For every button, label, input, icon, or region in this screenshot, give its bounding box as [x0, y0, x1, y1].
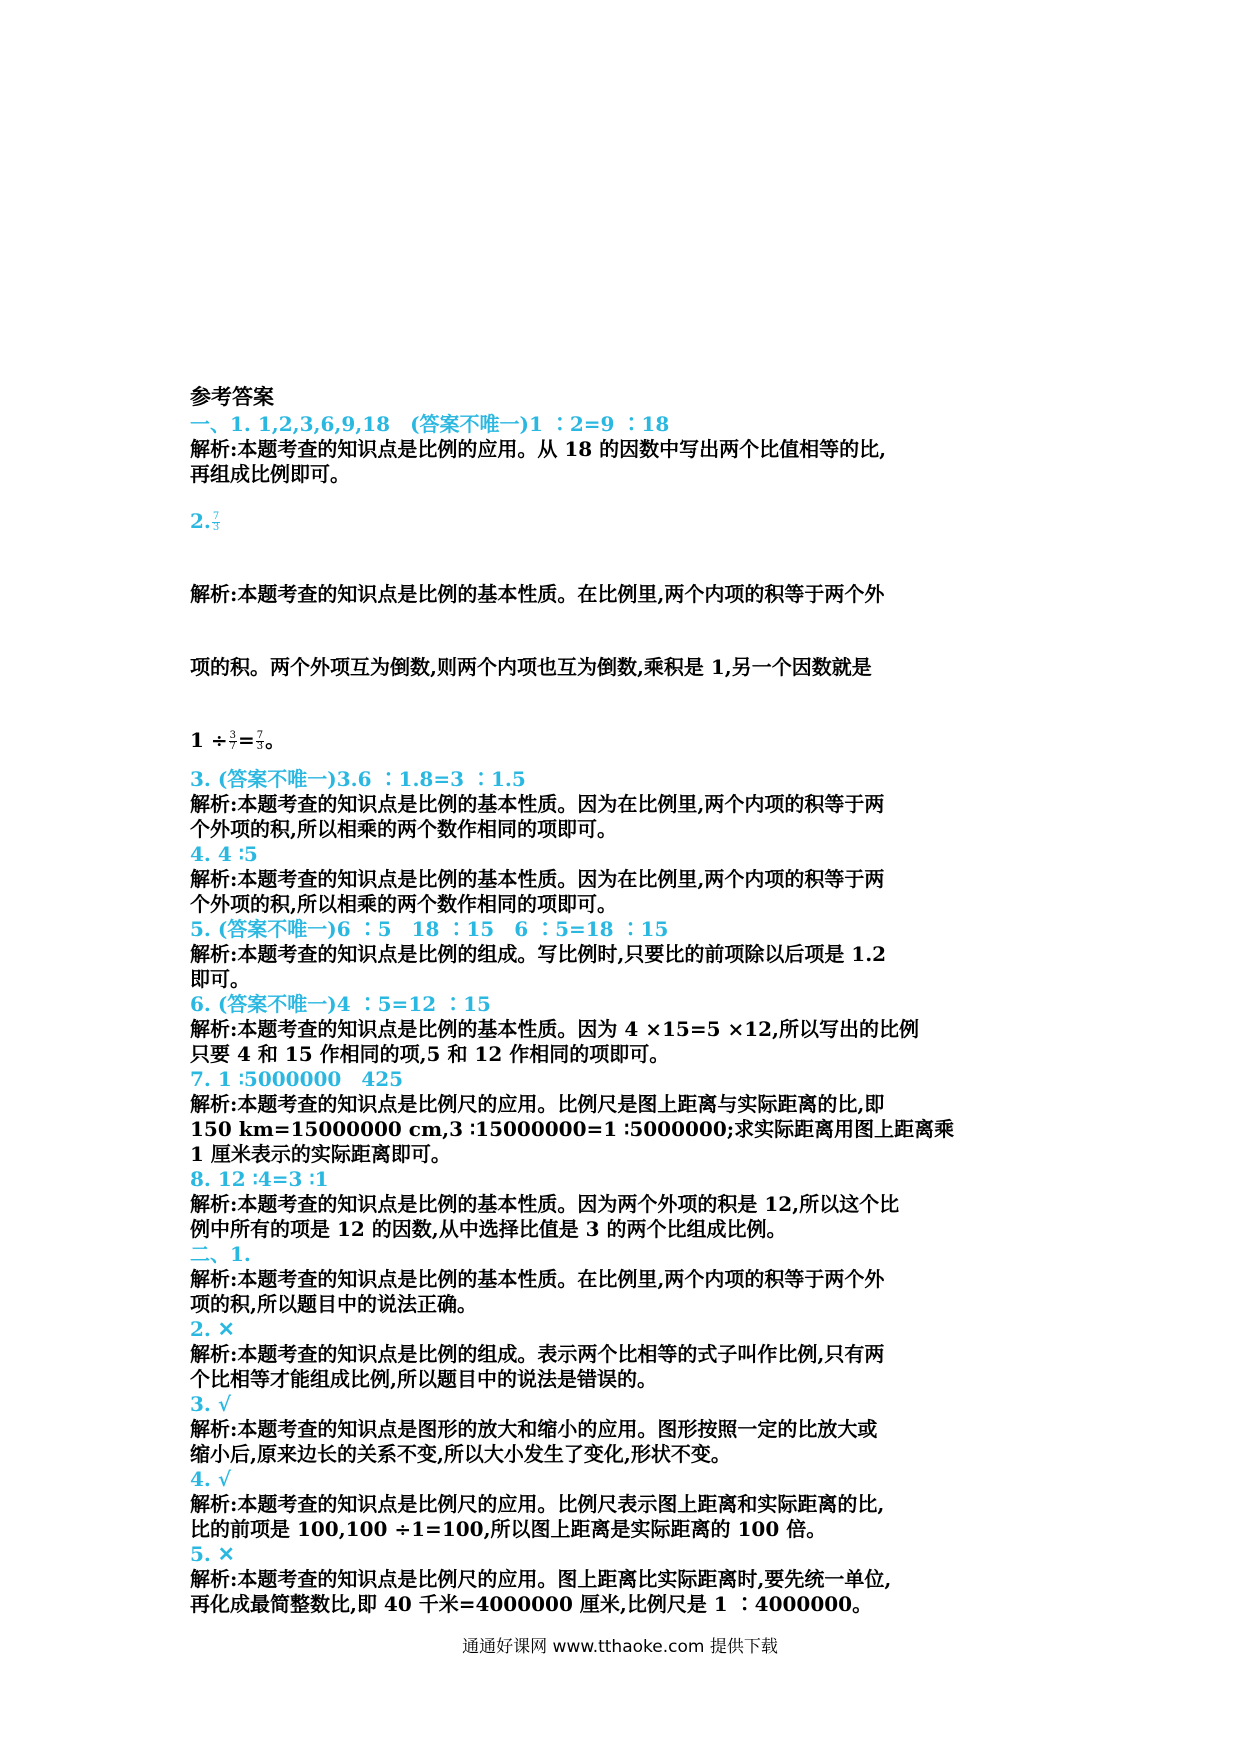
answer-key-body: [190, 382, 1070, 1617]
fraction-numerator: 3: [229, 730, 237, 741]
explanation-1-1-line-2: 再组成比例即可。: [190, 462, 350, 486]
explanation-1-3-line-1: 解析:本题考查的知识点是比例的基本性质。因为在比例里,两个内项的积等于两: [190, 792, 885, 816]
answer-1-2: [190, 509, 1070, 534]
answer-1-2-prefix: 2.: [190, 509, 211, 533]
answer-2-5: 5. ✕: [190, 1542, 235, 1566]
answer-1-2-fraction: [212, 512, 220, 533]
explanation-2-4-line-2: 比的前项是 100,100 ÷1=100,所以图上距离是实际距离的 100 倍。: [190, 1517, 827, 1541]
explanation-1-5-line-1: 解析:本题考查的知识点是比例的组成。写比例时,只要比的前项除以后项是 1.2: [190, 942, 887, 966]
answer-1-5: 5. (答案不唯一)6 ∶5 18 ∶15 6 ∶5=18 ∶15: [190, 917, 669, 941]
explanation-1-4-line-2: 个外项的积,所以相乘的两个数作相同的项即可。: [190, 892, 617, 916]
explanation-2-1-line-2: 项的积,所以题目中的说法正确。: [190, 1292, 477, 1316]
fraction-denominator: 3: [256, 741, 264, 752]
explanation-2-5-line-2: 再化成最简整数比,即 40 千米=4000000 厘米,比例尺是 1 ∶4000000。: [190, 1592, 873, 1616]
explanation-1-2-line-1: 解析:本题考查的知识点是比例的基本性质。在比例里,两个内项的积等于两个外: [190, 582, 885, 606]
fraction-denominator: 3: [212, 522, 220, 533]
page-title: 参考答案: [190, 384, 274, 409]
answer-1-1: 一、1. 1,2,3,6,9,18 (答案不唯一)1 ∶2=9 ∶18: [190, 412, 670, 436]
equals-sign: =: [238, 728, 255, 752]
explanation-1-7-line-3: 1 厘米表示的实际距离即可。: [190, 1142, 451, 1166]
answer-2-4: 4. √: [190, 1467, 231, 1491]
answer-2-2: 2. ✕: [190, 1317, 235, 1341]
fraction-denominator: 7: [229, 741, 237, 752]
explanation-1-7-line-1: 解析:本题考查的知识点是比例尺的应用。比例尺是图上距离与实际距离的比,即: [190, 1092, 885, 1116]
explanation-1-2-line-3: [190, 728, 1070, 753]
fraction-numerator: 7: [256, 730, 264, 741]
answer-1-8: 8. 12 ∶4=3 ∶1: [190, 1167, 329, 1191]
answer-1-3: 3. (答案不唯一)3.6 ∶1.8=3 ∶1.5: [190, 767, 526, 791]
explanation-1-8-line-1: 解析:本题考查的知识点是比例的基本性质。因为两个外项的积是 12,所以这个比: [190, 1192, 900, 1216]
explanation-2-2-line-1: 解析:本题考查的知识点是比例的组成。表示两个比相等的式子叫作比例,只有两: [190, 1342, 885, 1366]
answer-1-6: 6. (答案不唯一)4 ∶5=12 ∶15: [190, 992, 491, 1016]
answer-1-7: 7. 1 ∶5000000 425: [190, 1067, 404, 1091]
explanation-2-3-line-2: 缩小后,原来边长的关系不变,所以大小发生了变化,形状不变。: [190, 1442, 731, 1466]
explanation-1-4-line-1: 解析:本题考查的知识点是比例的基本性质。因为在比例里,两个内项的积等于两: [190, 867, 885, 891]
period: 。: [265, 728, 286, 752]
explanation-2-4-line-1: 解析:本题考查的知识点是比例尺的应用。比例尺表示图上距离和实际距离的比,: [190, 1492, 885, 1516]
fraction-three-sevenths: [229, 731, 237, 752]
explanation-1-8-line-2: 例中所有的项是 12 的因数,从中选择比值是 3 的两个比组成比例。: [190, 1217, 787, 1241]
explanation-2-2-line-2: 个比相等才能组成比例,所以题目中的说法是错误的。: [190, 1367, 657, 1391]
expression-prefix: 1 ÷: [190, 728, 228, 752]
explanation-1-1-line-1: 解析:本题考查的知识点是比例的应用。从 18 的因数中写出两个比值相等的比,: [190, 437, 887, 461]
explanation-1-7-line-2: 150 km=15000000 cm,3 ∶15000000=1 ∶5000000;求实际距离用图上距离乘: [190, 1117, 955, 1141]
explanation-1-2-line-2: 项的积。两个外项互为倒数,则两个内项也互为倒数,乘积是 1,另一个因数就是: [190, 655, 872, 679]
fraction-seven-thirds: [256, 731, 264, 752]
fraction-numerator: 7: [212, 511, 220, 522]
answer-2-1: 二、1.: [190, 1242, 251, 1266]
explanation-1-5-line-2: 即可。: [190, 967, 250, 991]
footer-source-text: 通通好课网 www.tthaoke.com 提供下载: [462, 1637, 778, 1657]
explanation-2-3-line-1: 解析:本题考查的知识点是图形的放大和缩小的应用。图形按照一定的比放大或: [190, 1417, 878, 1441]
explanation-1-3-line-2: 个外项的积,所以相乘的两个数作相同的项即可。: [190, 817, 617, 841]
explanation-2-1-line-1: 解析:本题考查的知识点是比例的基本性质。在比例里,两个内项的积等于两个外: [190, 1267, 885, 1291]
explanation-2-5-line-1: 解析:本题考查的知识点是比例尺的应用。图上距离比实际距离时,要先统一单位,: [190, 1567, 892, 1591]
answer-2-3: 3. √: [190, 1392, 231, 1416]
explanation-1-6-line-1: 解析:本题考查的知识点是比例的基本性质。因为 4 ×15=5 ×12,所以写出的比例: [190, 1017, 920, 1041]
explanation-1-6-line-2: 只要 4 和 15 作相同的项,5 和 12 作相同的项即可。: [190, 1042, 670, 1066]
answer-1-4: 4. 4 ∶5: [190, 842, 258, 866]
